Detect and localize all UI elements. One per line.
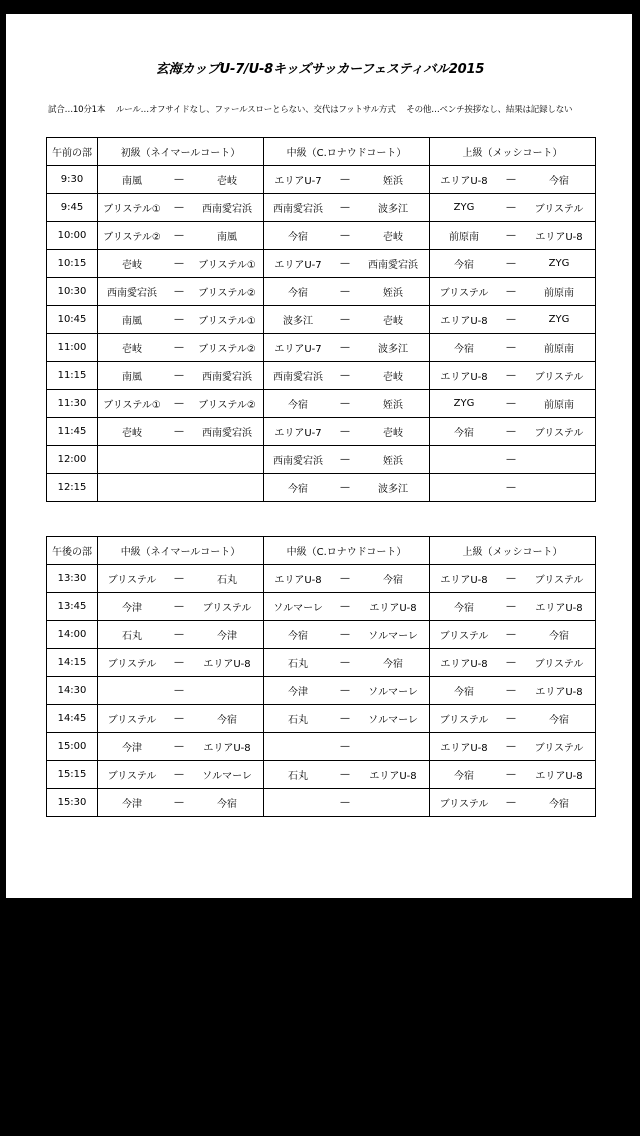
time-cell: 9:30 xyxy=(47,166,98,194)
versus-dash: — xyxy=(506,657,516,668)
versus-dash: — xyxy=(340,713,350,724)
versus-dash: — xyxy=(340,741,350,752)
versus-dash: — xyxy=(340,370,350,381)
versus-dash: — xyxy=(174,202,184,213)
table-row xyxy=(47,593,596,621)
match-cell xyxy=(264,649,430,677)
team-name: 壱岐 xyxy=(383,428,403,439)
team-name: ソルマーレ xyxy=(368,687,418,698)
table-row xyxy=(47,649,596,677)
team-name: ブリステル xyxy=(202,603,252,614)
team-name: 波多江 xyxy=(378,204,408,215)
rules-text: 試合…10分1本 ルール…オフサイドなし、ファールスローとらない、交代はフットサル方式 その他…ベンチ挨拶なし、結果は記録しない xyxy=(48,105,573,115)
versus-dash: — xyxy=(174,370,184,381)
team-name: ZYG xyxy=(548,258,570,269)
team-name: ブリステル② xyxy=(103,232,161,243)
team-name: 今宿 xyxy=(549,631,569,642)
team-name: 西南愛宕浜 xyxy=(273,372,323,383)
team-name: 壱岐 xyxy=(122,260,142,271)
team-name: 波多江 xyxy=(378,484,408,495)
match-cell xyxy=(98,621,264,649)
versus-dash: — xyxy=(174,230,184,241)
team-name: 前原南 xyxy=(544,400,574,411)
versus-dash: — xyxy=(506,174,516,185)
versus-dash: — xyxy=(506,629,516,640)
team-name: 石丸 xyxy=(288,771,308,782)
team-name: ソルマーレ xyxy=(202,771,252,782)
match-cell xyxy=(98,677,264,705)
versus-dash: — xyxy=(174,286,184,297)
match-cell xyxy=(430,677,596,705)
team-name: 壱岐 xyxy=(383,232,403,243)
court-header: 中級（C.ロナウドコート） xyxy=(264,537,430,565)
match-cell xyxy=(430,418,596,446)
versus-dash: — xyxy=(174,258,184,269)
match-cell xyxy=(264,278,430,306)
team-name: エリアU-8 xyxy=(535,603,583,614)
team-name: エリアU-8 xyxy=(440,743,488,754)
versus-dash: — xyxy=(506,601,516,612)
match-cell xyxy=(98,250,264,278)
versus-dash: — xyxy=(340,342,350,353)
versus-dash: — xyxy=(506,230,516,241)
team-name: 今津 xyxy=(217,631,237,642)
versus-dash: — xyxy=(174,685,184,696)
match-cell xyxy=(264,334,430,362)
team-name: エリアU-7 xyxy=(274,260,322,271)
versus-dash: — xyxy=(174,573,184,584)
team-name: エリアU-8 xyxy=(440,372,488,383)
time-cell: 11:00 xyxy=(47,334,98,362)
match-cell xyxy=(430,250,596,278)
court-header: 中級（ネイマールコート） xyxy=(98,537,264,565)
table-row xyxy=(47,621,596,649)
versus-dash: — xyxy=(340,657,350,668)
versus-dash: — xyxy=(340,398,350,409)
table-row xyxy=(47,761,596,789)
match-cell xyxy=(98,334,264,362)
time-cell: 14:00 xyxy=(47,621,98,649)
team-name: 南風 xyxy=(122,176,142,187)
team-name: エリアU-7 xyxy=(274,176,322,187)
match-cell xyxy=(264,222,430,250)
team-name: ソルマーレ xyxy=(368,715,418,726)
versus-dash: — xyxy=(174,314,184,325)
versus-dash: — xyxy=(506,286,516,297)
team-name: 今宿 xyxy=(549,799,569,810)
match-cell xyxy=(430,565,596,593)
match-cell xyxy=(430,166,596,194)
team-name: 壱岐 xyxy=(122,428,142,439)
versus-dash: — xyxy=(506,398,516,409)
team-name: ブリステル xyxy=(107,659,157,670)
team-name: エリアU-8 xyxy=(440,575,488,586)
versus-dash: — xyxy=(506,713,516,724)
team-name: エリアU-8 xyxy=(274,575,322,586)
team-name: ZYG xyxy=(453,398,475,409)
team-name: ブリステル① xyxy=(198,260,256,271)
versus-dash: — xyxy=(340,230,350,241)
page-title: 玄海カップU-7/U-8キッズサッカーフェスティバル2015 xyxy=(155,62,485,77)
table-row xyxy=(47,733,596,761)
team-name: 南風 xyxy=(217,232,237,243)
match-cell xyxy=(98,789,264,817)
time-cell: 11:30 xyxy=(47,390,98,418)
versus-dash: — xyxy=(174,601,184,612)
team-name: ブリステル① xyxy=(198,316,256,327)
time-cell: 13:30 xyxy=(47,565,98,593)
time-cell: 14:30 xyxy=(47,677,98,705)
team-name: エリアU-8 xyxy=(203,659,251,670)
time-cell: 10:00 xyxy=(47,222,98,250)
team-name: 前原南 xyxy=(544,288,574,299)
versus-dash: — xyxy=(340,769,350,780)
team-name: 石丸 xyxy=(288,659,308,670)
court-header: 中級（C.ロナウドコート） xyxy=(264,138,430,166)
team-name: 今宿 xyxy=(454,260,474,271)
match-cell xyxy=(264,250,430,278)
versus-dash: — xyxy=(174,741,184,752)
match-cell xyxy=(98,194,264,222)
match-cell xyxy=(430,621,596,649)
team-name: 今宿 xyxy=(288,631,308,642)
time-cell: 11:45 xyxy=(47,418,98,446)
versus-dash: — xyxy=(340,426,350,437)
match-cell xyxy=(430,306,596,334)
match-cell xyxy=(98,565,264,593)
team-name: エリアU-7 xyxy=(274,428,322,439)
session-label: 午後の部 xyxy=(47,537,98,565)
team-name: 西南愛宕浜 xyxy=(273,456,323,467)
team-name: ソルマーレ xyxy=(273,603,323,614)
versus-dash: — xyxy=(506,202,516,213)
team-name: 壱岐 xyxy=(383,316,403,327)
versus-dash: — xyxy=(340,601,350,612)
team-name: ブリステル xyxy=(534,743,584,754)
time-cell: 10:30 xyxy=(47,278,98,306)
court-header: 初級（ネイマールコート） xyxy=(98,138,264,166)
team-name: 今宿 xyxy=(454,344,474,355)
team-name: エリアU-8 xyxy=(203,743,251,754)
match-cell xyxy=(98,733,264,761)
match-cell xyxy=(264,194,430,222)
team-name: 姪浜 xyxy=(383,176,403,187)
match-cell xyxy=(264,166,430,194)
match-cell xyxy=(430,278,596,306)
session-label: 午前の部 xyxy=(47,138,98,166)
team-name: 今宿 xyxy=(549,715,569,726)
versus-dash: — xyxy=(340,258,350,269)
team-name: エリアU-8 xyxy=(535,771,583,782)
versus-dash: — xyxy=(174,174,184,185)
court-header: 上級（メッシコート） xyxy=(430,138,596,166)
match-cell xyxy=(98,362,264,390)
match-cell xyxy=(430,362,596,390)
team-name: ブリステル xyxy=(534,428,584,439)
table-row xyxy=(47,334,596,362)
versus-dash: — xyxy=(340,482,350,493)
versus-dash: — xyxy=(506,314,516,325)
time-cell: 11:15 xyxy=(47,362,98,390)
team-name: 石丸 xyxy=(217,575,237,586)
team-name: 姪浜 xyxy=(383,456,403,467)
team-name: ブリステル xyxy=(439,715,489,726)
table-row xyxy=(47,565,596,593)
team-name: 今津 xyxy=(122,603,142,614)
team-name: 壱岐 xyxy=(217,176,237,187)
match-cell xyxy=(264,789,430,817)
team-name: 今宿 xyxy=(217,715,237,726)
team-name: 西南愛宕浜 xyxy=(202,372,252,383)
morning-header-row xyxy=(47,138,596,166)
team-name: ブリステル xyxy=(107,575,157,586)
team-name: 今宿 xyxy=(383,575,403,586)
court-header: 上級（メッシコート） xyxy=(430,537,596,565)
versus-dash: — xyxy=(340,797,350,808)
match-cell xyxy=(98,593,264,621)
match-cell xyxy=(98,166,264,194)
match-cell xyxy=(430,789,596,817)
time-cell: 15:30 xyxy=(47,789,98,817)
versus-dash: — xyxy=(174,797,184,808)
table-row xyxy=(47,418,596,446)
versus-dash: — xyxy=(506,797,516,808)
versus-dash: — xyxy=(506,454,516,465)
morning-schedule-table xyxy=(46,137,596,502)
versus-dash: — xyxy=(174,769,184,780)
afternoon-header-row xyxy=(47,537,596,565)
match-cell xyxy=(430,649,596,677)
team-name: 今宿 xyxy=(454,603,474,614)
versus-dash: — xyxy=(340,174,350,185)
team-name: 今宿 xyxy=(549,176,569,187)
table-row xyxy=(47,278,596,306)
time-cell: 9:45 xyxy=(47,194,98,222)
versus-dash: — xyxy=(506,370,516,381)
team-name: ZYG xyxy=(548,314,570,325)
team-name: 壱岐 xyxy=(383,372,403,383)
team-name: 今津 xyxy=(122,743,142,754)
team-name: エリアU-8 xyxy=(440,659,488,670)
team-name: 西南愛宕浜 xyxy=(202,428,252,439)
team-name: 姪浜 xyxy=(383,288,403,299)
match-cell xyxy=(264,418,430,446)
table-row xyxy=(47,362,596,390)
match-cell xyxy=(264,446,430,474)
team-name: 石丸 xyxy=(122,631,142,642)
team-name: 今津 xyxy=(122,799,142,810)
match-cell xyxy=(264,362,430,390)
team-name: ブリステル xyxy=(439,288,489,299)
table-row xyxy=(47,705,596,733)
versus-dash: — xyxy=(340,573,350,584)
match-cell xyxy=(430,761,596,789)
team-name: ブリステル xyxy=(107,771,157,782)
match-cell xyxy=(264,565,430,593)
match-cell xyxy=(98,761,264,789)
team-name: ブリステル① xyxy=(103,204,161,215)
team-name: 南風 xyxy=(122,316,142,327)
team-name: ブリステル xyxy=(107,715,157,726)
afternoon-schedule-table xyxy=(46,536,596,817)
versus-dash: — xyxy=(340,685,350,696)
versus-dash: — xyxy=(174,342,184,353)
team-name: エリアU-8 xyxy=(535,232,583,243)
match-cell xyxy=(430,446,596,474)
match-cell xyxy=(98,705,264,733)
team-name: 壱岐 xyxy=(122,344,142,355)
versus-dash: — xyxy=(340,286,350,297)
versus-dash: — xyxy=(174,713,184,724)
team-name: ソルマーレ xyxy=(368,631,418,642)
versus-dash: — xyxy=(506,685,516,696)
match-cell xyxy=(264,761,430,789)
time-cell: 13:45 xyxy=(47,593,98,621)
versus-dash: — xyxy=(174,398,184,409)
versus-dash: — xyxy=(174,426,184,437)
match-cell xyxy=(430,733,596,761)
match-cell xyxy=(264,306,430,334)
versus-dash: — xyxy=(506,258,516,269)
team-name: 今宿 xyxy=(383,659,403,670)
match-cell xyxy=(430,222,596,250)
match-cell xyxy=(264,390,430,418)
versus-dash: — xyxy=(174,629,184,640)
table-row xyxy=(47,474,596,502)
match-cell xyxy=(430,390,596,418)
team-name: 波多江 xyxy=(283,316,313,327)
match-cell xyxy=(264,733,430,761)
match-cell xyxy=(264,677,430,705)
versus-dash: — xyxy=(506,482,516,493)
team-name: 今宿 xyxy=(288,400,308,411)
match-cell xyxy=(264,474,430,502)
table-row xyxy=(47,166,596,194)
team-name: ブリステル② xyxy=(198,400,256,411)
versus-dash: — xyxy=(340,314,350,325)
team-name: エリアU-8 xyxy=(440,316,488,327)
team-name: 今宿 xyxy=(454,428,474,439)
versus-dash: — xyxy=(506,426,516,437)
team-name: 今津 xyxy=(288,687,308,698)
match-cell xyxy=(98,390,264,418)
team-name: エリアU-8 xyxy=(440,176,488,187)
team-name: 今宿 xyxy=(288,484,308,495)
team-name: 今宿 xyxy=(217,799,237,810)
team-name: ブリステル xyxy=(439,799,489,810)
team-name: 前原南 xyxy=(544,344,574,355)
team-name: 波多江 xyxy=(378,344,408,355)
time-cell: 12:00 xyxy=(47,446,98,474)
team-name: 石丸 xyxy=(288,715,308,726)
team-name: ZYG xyxy=(453,202,475,213)
match-cell xyxy=(264,593,430,621)
table-row xyxy=(47,789,596,817)
versus-dash: — xyxy=(506,342,516,353)
match-cell xyxy=(98,446,264,474)
versus-dash: — xyxy=(340,629,350,640)
match-cell xyxy=(98,306,264,334)
match-cell xyxy=(430,334,596,362)
match-cell xyxy=(98,474,264,502)
time-cell: 14:45 xyxy=(47,705,98,733)
team-name: ブリステル xyxy=(534,204,584,215)
versus-dash: — xyxy=(340,202,350,213)
match-cell xyxy=(430,593,596,621)
match-cell xyxy=(430,705,596,733)
team-name: 西南愛宕浜 xyxy=(368,260,418,271)
team-name: 西南愛宕浜 xyxy=(202,204,252,215)
team-name: 今宿 xyxy=(288,232,308,243)
table-row xyxy=(47,306,596,334)
team-name: エリアU-8 xyxy=(535,687,583,698)
team-name: エリアU-8 xyxy=(369,771,417,782)
team-name: ブリステル xyxy=(534,372,584,383)
versus-dash: — xyxy=(340,454,350,465)
team-name: ブリステル① xyxy=(103,400,161,411)
team-name: 南風 xyxy=(122,372,142,383)
versus-dash: — xyxy=(506,573,516,584)
match-cell xyxy=(430,474,596,502)
team-name: ブリステル xyxy=(534,659,584,670)
match-cell xyxy=(430,194,596,222)
team-name: 西南愛宕浜 xyxy=(107,288,157,299)
team-name: 今宿 xyxy=(288,288,308,299)
table-row xyxy=(47,390,596,418)
time-cell: 10:15 xyxy=(47,250,98,278)
match-cell xyxy=(98,649,264,677)
time-cell: 12:15 xyxy=(47,474,98,502)
team-name: 今宿 xyxy=(454,687,474,698)
versus-dash: — xyxy=(506,769,516,780)
team-name: ブリステル xyxy=(534,575,584,586)
team-name: 西南愛宕浜 xyxy=(273,204,323,215)
team-name: ブリステル② xyxy=(198,344,256,355)
table-row xyxy=(47,677,596,705)
time-cell: 15:00 xyxy=(47,733,98,761)
team-name: 姪浜 xyxy=(383,400,403,411)
match-cell xyxy=(98,278,264,306)
versus-dash: — xyxy=(506,741,516,752)
versus-dash: — xyxy=(174,657,184,668)
table-row xyxy=(47,222,596,250)
team-name: 前原南 xyxy=(449,232,479,243)
team-name: ブリステル② xyxy=(198,288,256,299)
match-cell xyxy=(98,222,264,250)
team-name: 今宿 xyxy=(454,771,474,782)
time-cell: 10:45 xyxy=(47,306,98,334)
team-name: ブリステル xyxy=(439,631,489,642)
match-cell xyxy=(264,621,430,649)
time-cell: 15:15 xyxy=(47,761,98,789)
match-cell xyxy=(264,705,430,733)
table-row xyxy=(47,194,596,222)
time-cell: 14:15 xyxy=(47,649,98,677)
team-name: エリアU-7 xyxy=(274,344,322,355)
team-name: エリアU-8 xyxy=(369,603,417,614)
table-row xyxy=(47,446,596,474)
table-row xyxy=(47,250,596,278)
match-cell xyxy=(98,418,264,446)
